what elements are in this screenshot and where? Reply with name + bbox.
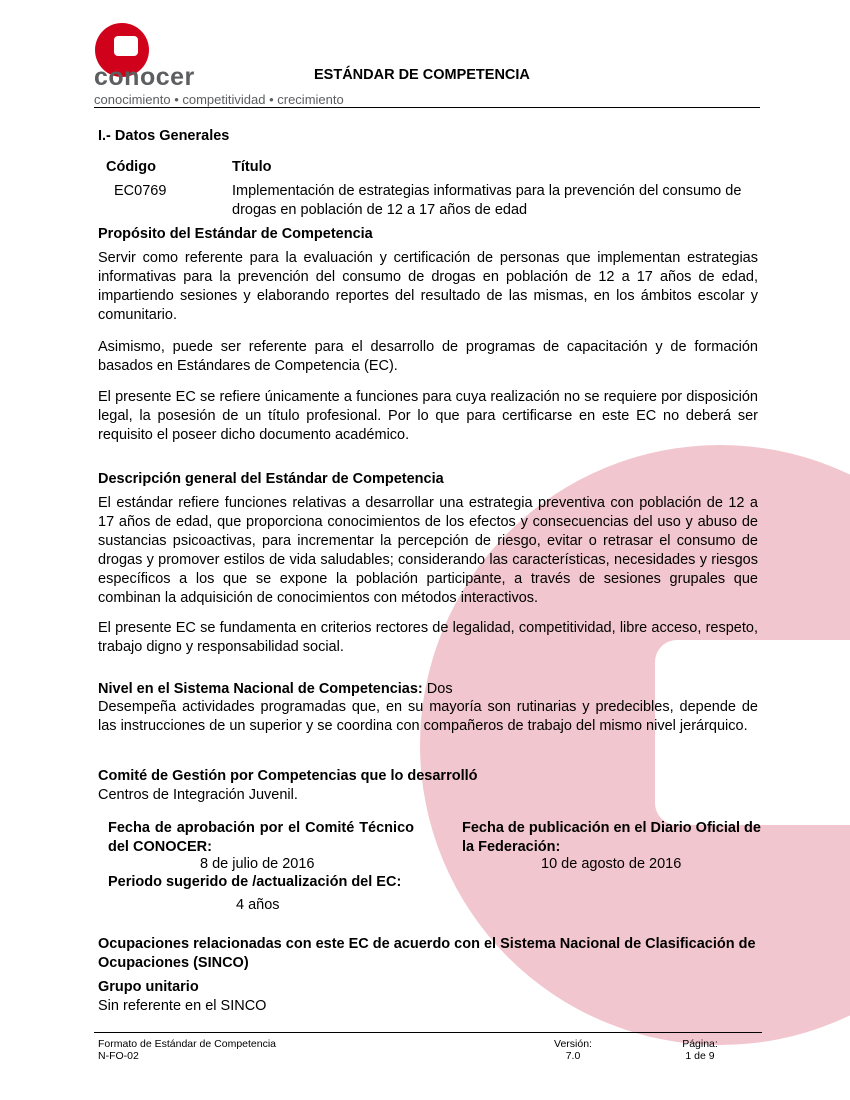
level-description: Desempeña actividades programadas que, en su mayoría son rutinarias y predecibles, depende de las instrucciones de un superior y se coordina con compañeros de trabajo del mismo nivel jerárquico.: [98, 699, 758, 734]
approval-date-value: 8 de julio de 2016: [200, 856, 315, 872]
approval-date-label: Fecha de aprobación por el Comité Técnico del CONOCER:: [108, 820, 414, 855]
section-heading-general-data: I.- Datos Generales: [98, 128, 230, 144]
title-column-label: Título: [232, 159, 272, 175]
level-line: [98, 680, 453, 699]
footer-format-code: N-FO-02: [98, 1050, 139, 1062]
occupations-heading: Ocupaciones relacionadas con este EC de acuerdo con el Sistema Nacional de Clasificación de Ocupaciones (SINCO): [98, 936, 756, 971]
description-heading: Descripción general del Estándar de Competencia: [98, 471, 444, 487]
description-paragraph-2: El presente EC se fundamenta en criterios rectores de legalidad, competitividad, libre acceso, respeto, trabajo digno y responsabilidad social.: [98, 620, 758, 655]
update-period-value: 4 años: [236, 897, 280, 913]
brand-tagline: conocimiento • competitividad • crecimiento: [94, 92, 344, 107]
committee-heading: Comité de Gestión por Competencias que lo desarrolló: [98, 768, 478, 784]
committee-value: Centros de Integración Juvenil.: [98, 787, 298, 803]
purpose-paragraph-1: Servir como referente para la evaluación y certificación de personas que implementan estrategias informativas para la prevención del consumo de drogas en población de 12 a 17 años de edad, impartiendo sesiones y elaborando reportes del resultado de las mismas, en los ámbitos escolar y comunitario.: [98, 250, 758, 323]
unit-group-label: Grupo unitario: [98, 979, 199, 995]
footer-format-line-1: Formato de Estándar de Competencia: [98, 1038, 277, 1050]
code-column-label: Código: [106, 159, 156, 175]
purpose-paragraph-2: Asimismo, puede ser referente para el desarrollo de programas de capacitación y de formación basados en Estándares de Competencia (EC).: [98, 339, 758, 374]
standard-title: Implementación de estrategias informativas para la prevención del consumo de drogas en población de 12 a 17 años de edad: [232, 183, 742, 218]
purpose-paragraph-3: El presente EC se refiere únicamente a funciones para cuya realización no se requiere por disposición legal, la posesión de un título profesional. Por lo que para certificarse en este EC no deberá ser requisito el poseer dicho documento académico.: [98, 389, 758, 443]
unit-group-value: Sin referente en el SINCO: [98, 998, 267, 1014]
purpose-heading: Propósito del Estándar de Competencia: [98, 226, 373, 242]
update-period-label: Periodo sugerido de /actualización del EC:: [108, 874, 402, 890]
publication-date-label: Fecha de publicación en el Diario Oficial de la Federación:: [462, 820, 761, 855]
description-paragraph-1: El estándar refiere funciones relativas a desarrollar una estrategia preventiva con población de 12 a 17 años de edad, que proporciona conocimientos de los efectos y consecuencias del uso y abuso de sustancias psicoactivas, para incrementar la percepción de riesgo, evitar o retrasar el consumo de drogas y promover estilos de vida saludables; considerando las características, necesidades y riesgos específicos a los que se expone la población participante, a través de sesiones grupales que combinan la adquisición de conocimientos con métodos interactivos.: [98, 495, 758, 606]
level-label: Nivel en el Sistema Nacional de Competencias:: [98, 681, 423, 697]
publication-date-value: 10 de agosto de 2016: [541, 856, 682, 872]
document-title: ESTÁNDAR DE COMPETENCIA: [314, 67, 530, 83]
header-divider: [94, 107, 760, 108]
footer-version-label: Versión:: [554, 1038, 592, 1050]
standard-code: EC0769: [114, 183, 167, 199]
footer-page-number: 1 de 9: [685, 1050, 715, 1062]
brand-name: conocer: [94, 63, 195, 91]
footer-page-label: Página:: [682, 1038, 718, 1050]
footer-divider: [94, 1032, 762, 1033]
footer-version-value: 7.0: [565, 1050, 581, 1062]
level-value: Dos: [422, 681, 453, 697]
